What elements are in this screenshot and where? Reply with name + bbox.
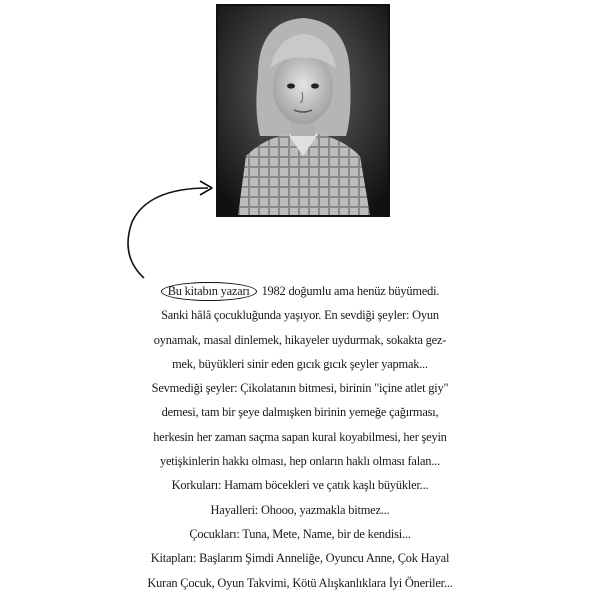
- bio-line: herkesin her zaman saçma sapan kural koyabilmesi, her şeyin: [153, 429, 447, 444]
- bio-line-children: Çocukları: Tuna, Mete, Name, bir de kendisi...: [189, 526, 411, 541]
- bio-line: yetişkinlerin hakkı olması, hep onların haklı olması falan...: [160, 454, 440, 469]
- bio-line-1-text: 1982 doğumlu ama henüz büyümedi.: [261, 284, 440, 298]
- bio-line: mek, büyükleri sinir eden gıcık gıcık şeyler yapmak...: [172, 356, 428, 371]
- bio-line-fears: Korkuları: Hamam böcekleri ve çatık kaşlı büyükler...: [171, 478, 429, 493]
- bio-line-1: [120, 279, 480, 303]
- bio-line: oynamak, masal dinlemek, hikayeler uydurmak, sokakta gez-: [153, 332, 447, 347]
- bio-line-books-cont: Kuran Çocuk, Oyun Takvimi, Kötü Alışkanlıklara İyi Öneriler...: [147, 575, 453, 590]
- curved-arrow-icon: [118, 178, 228, 288]
- author-bio: [120, 279, 480, 595]
- bio-line: Sevmediği şeyler: Çikolatanın bitmesi, birinin "içine atlet giy": [151, 381, 449, 396]
- author-photo: [216, 4, 390, 217]
- author-photo-image: [218, 6, 388, 215]
- bio-line: Sanki hâlâ çocukluğunda yaşıyor. En sevdiği şeyler: Oyun: [161, 308, 439, 323]
- bio-line-books: Kitapları: Başlarım Şimdi Anneliğe, Oyuncu Anne, Çok Hayal: [150, 551, 450, 566]
- circled-author-label: Bu kitabın yazarı: [161, 282, 257, 301]
- bio-line-dreams: Hayalleri: Ohooo, yazmakla bitmez...: [210, 502, 390, 517]
- bio-line: demesi, tam bir şeye dalmışken birinin yemeğe çağırması,: [161, 405, 439, 420]
